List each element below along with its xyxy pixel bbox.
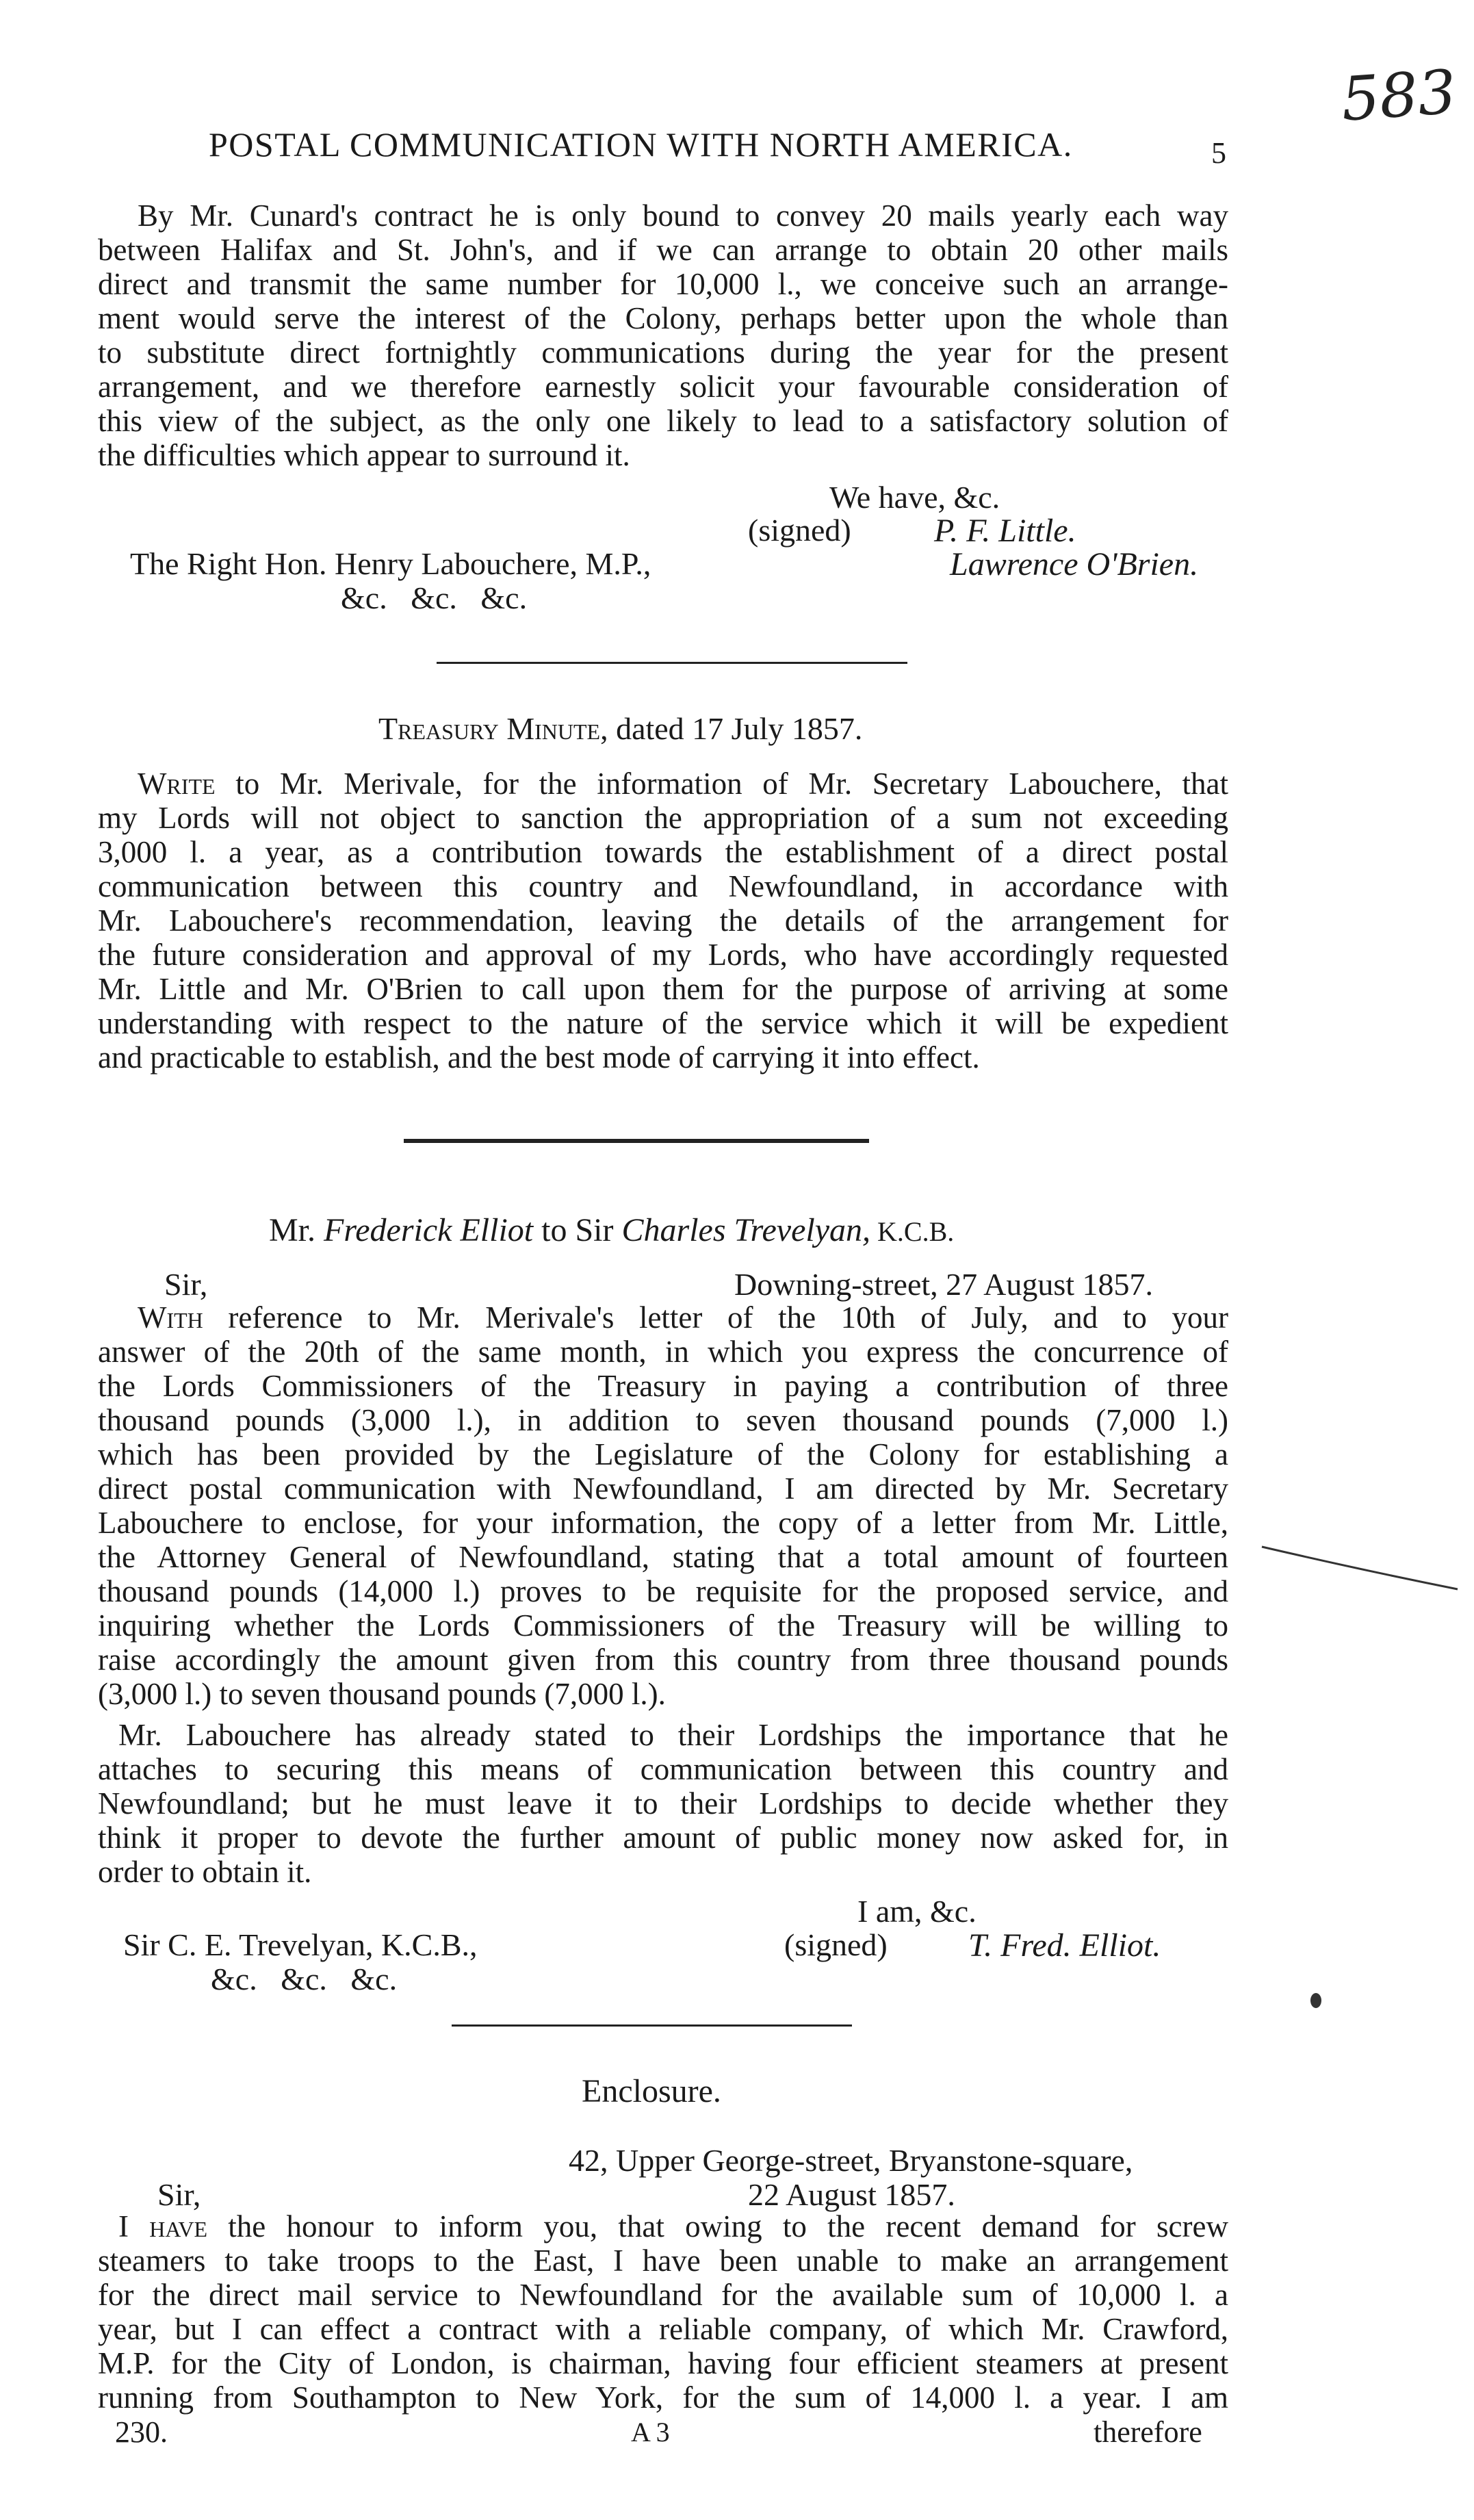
letter2-line: raise accordingly the amount given from this country from three thousand pounds bbox=[98, 1643, 1228, 1677]
letter2-addressee-etc: &c. &c. &c. bbox=[211, 1962, 398, 1996]
enclosure-date: 22 August 1857. bbox=[748, 2177, 955, 2212]
letter1-line: to substitute direct fortnightly communications during the year for the present bbox=[98, 335, 1228, 370]
enclosure-heading: Enclosure. bbox=[582, 2073, 721, 2109]
enclosure-first-words: I have bbox=[118, 2209, 208, 2243]
letter1-signer-obrien: Lawrence O'Brien. bbox=[950, 546, 1199, 582]
footer-catchword: therefore bbox=[1094, 2415, 1202, 2449]
section-rule-thick bbox=[404, 1139, 869, 1143]
section-rule bbox=[452, 2024, 852, 2027]
letter2-line: answer of the 20th of the same month, in which you express the concurrence of bbox=[98, 1335, 1228, 1369]
letter2-heading bbox=[269, 1211, 954, 1249]
letter2-line: order to obtain it. bbox=[98, 1855, 312, 1889]
minute-line: Mr. Labouchere's recommendation, leaving the details of the arrangement for bbox=[98, 903, 1228, 938]
minute-first-word: Write bbox=[138, 767, 216, 801]
letter1-signed-label: (signed) bbox=[748, 513, 851, 548]
letter2-heading-to: to Sir bbox=[533, 1212, 622, 1248]
minute-line: understanding with respect to the nature of the service which it will be expedient bbox=[98, 1006, 1228, 1040]
minute-line: the future consideration and approval of my Lords, who have accordingly requested bbox=[98, 938, 1228, 972]
minute-line: 3,000 l. a year, as a contribution towards the establishment of a direct postal bbox=[98, 835, 1228, 869]
letter2-signed-label: (signed) bbox=[784, 1927, 888, 1962]
letter1-addressee-etc: &c. &c. &c. bbox=[341, 580, 528, 615]
letter1-line: this view of the subject, as the only one likely to lead to a satisfactory solution of bbox=[98, 404, 1228, 438]
enclosure-salutation: Sir, bbox=[157, 2177, 201, 2212]
running-head: POSTAL COMMUNICATION WITH NORTH AMERICA. bbox=[209, 125, 1073, 164]
treasury-minute-body bbox=[98, 767, 1228, 1081]
minute-line: and practicable to establish, and the best mode of carrying it into effect. bbox=[98, 1040, 980, 1075]
footer-signature-mark: A 3 bbox=[631, 2417, 670, 2447]
letter2-line: the Attorney General of Newfoundland, stating that a total amount of fourteen bbox=[98, 1540, 1228, 1574]
page-number: 5 bbox=[1211, 136, 1226, 170]
letter2-body-second bbox=[98, 1718, 1228, 1896]
letter1-body bbox=[98, 198, 1228, 479]
section-rule bbox=[437, 662, 907, 664]
enclosure-line: running from Southampton to New York, for the sum of 14,000 l. a year. I am bbox=[98, 2380, 1228, 2415]
letter2-line: (3,000 l.) to seven thousand pounds (7,000 l.). bbox=[98, 1677, 666, 1711]
enclosure-line: M.P. for the City of London, is chairman, having four efficient steamers at present bbox=[98, 2346, 1228, 2380]
letter2-body bbox=[98, 1300, 1228, 1718]
handwritten-folio-number: 583 bbox=[1339, 56, 1459, 135]
minute-line-first bbox=[138, 767, 1228, 801]
minute-line: my Lords will not object to sanction the appropriation of a sum not exceeding bbox=[98, 801, 1228, 835]
enclosure-line: steamers to take troops to the East, I have been unable to make an arrangement bbox=[98, 2243, 1228, 2278]
treasury-minute-heading-date: dated 17 July 1857. bbox=[608, 711, 863, 746]
enclosure-line-first bbox=[118, 2209, 1228, 2243]
margin-pencil-stroke bbox=[1259, 1540, 1464, 1608]
letter2-signer: T. Fred. Elliot. bbox=[968, 1927, 1161, 1964]
letter1-addressee: The Right Hon. Henry Labouchere, M.P., bbox=[130, 546, 651, 581]
letter2-line: reference to Mr. Merivale's letter of the 10th of July, and to your bbox=[203, 1300, 1228, 1335]
letter2-heading-sender: Frederick Elliot bbox=[324, 1212, 534, 1248]
letter2-addressee: Sir C. E. Trevelyan, K.C.B., bbox=[123, 1927, 478, 1962]
letter2-line: thousand pounds (14,000 l.) proves to be requisite for the proposed service, and bbox=[98, 1574, 1228, 1608]
letter2-line: inquiring whether the Lords Commissioners of the Treasury will be willing to bbox=[98, 1608, 1228, 1643]
letter2-line: attaches to securing this means of communication between this country and bbox=[98, 1752, 1228, 1786]
letter2-line: which has been provided by the Legislature of the Colony for establishing a bbox=[98, 1437, 1228, 1471]
letter2-line: Mr. Labouchere has already stated to their Lordships the importance that he bbox=[118, 1718, 1228, 1752]
letter2-heading-kcb: K.C.B. bbox=[870, 1216, 955, 1247]
letter2-line: Labouchere to enclose, for your information, the copy of a letter from Mr. Little, bbox=[98, 1506, 1228, 1540]
letter2-line-first bbox=[138, 1300, 1228, 1335]
letter2-heading-mr: Mr. bbox=[269, 1212, 324, 1248]
letter1-line: the difficulties which appear to surround it. bbox=[98, 438, 630, 472]
treasury-minute-heading-caps: Treasury Minute, bbox=[378, 711, 608, 746]
letter1-signer-little: P. F. Little. bbox=[934, 513, 1076, 549]
letter2-salutation: Sir, bbox=[164, 1267, 208, 1302]
minute-line: to Mr. Merivale, for the information of Mr. Secretary Labouchere, that bbox=[215, 767, 1228, 801]
letter2-closing: I am, &c. bbox=[857, 1894, 977, 1929]
minute-line: communication between this country and Newfoundland, in accordance with bbox=[98, 869, 1228, 903]
letter1-line: between Halifax and St. John's, and if we can arrange to obtain 20 other mails bbox=[98, 233, 1228, 267]
letter2-line: the Lords Commissioners of the Treasury in paying a contribution of three bbox=[98, 1369, 1228, 1403]
enclosure-body bbox=[98, 2209, 1228, 2421]
letter1-line: arrangement, and we therefore earnestly solicit your favourable consideration of bbox=[98, 370, 1228, 404]
letter2-place-date: Downing-street, 27 August 1857. bbox=[734, 1267, 1154, 1302]
enclosure-address: 42, Upper George-street, Bryanstone-square, bbox=[569, 2143, 1133, 2178]
enclosure-line: year, but I can effect a contract with a reliable company, of which Mr. Crawford, bbox=[98, 2312, 1228, 2346]
letter2-heading-recipient: Charles Trevelyan, bbox=[621, 1212, 871, 1248]
enclosure-line: for the direct mail service to Newfoundland for the available sum of 10,000 l. a bbox=[98, 2278, 1228, 2312]
margin-ink-dot bbox=[1310, 1993, 1321, 2008]
letter1-line: ment would serve the interest of the Colony, perhaps better upon the whole than bbox=[98, 301, 1228, 335]
letter1-closing: We have, &c. bbox=[829, 480, 1000, 515]
letter1-line: direct and transmit the same number for 10,000 l., we conceive such an arrange- bbox=[98, 267, 1228, 301]
footer-sheet-number: 230. bbox=[115, 2415, 168, 2449]
letter2-line: think it proper to devote the further amount of public money now asked for, in bbox=[98, 1821, 1228, 1855]
letter1-line: By Mr. Cunard's contract he is only bound to convey 20 mails yearly each way bbox=[138, 198, 1228, 233]
letter2-first-word: With bbox=[138, 1300, 203, 1335]
treasury-minute-heading bbox=[378, 710, 862, 747]
letter2-line: Newfoundland; but he must leave it to their Lordships to decide whether they bbox=[98, 1786, 1228, 1821]
minute-line: Mr. Little and Mr. O'Brien to call upon them for the purpose of arriving at some bbox=[98, 972, 1228, 1006]
letter2-line: direct postal communication with Newfoundland, I am directed by Mr. Secretary bbox=[98, 1471, 1228, 1506]
letter2-line: thousand pounds (3,000 l.), in addition to seven thousand pounds (7,000 l.) bbox=[98, 1403, 1228, 1437]
enclosure-line: the honour to inform you, that owing to the recent demand for screw bbox=[207, 2209, 1228, 2243]
